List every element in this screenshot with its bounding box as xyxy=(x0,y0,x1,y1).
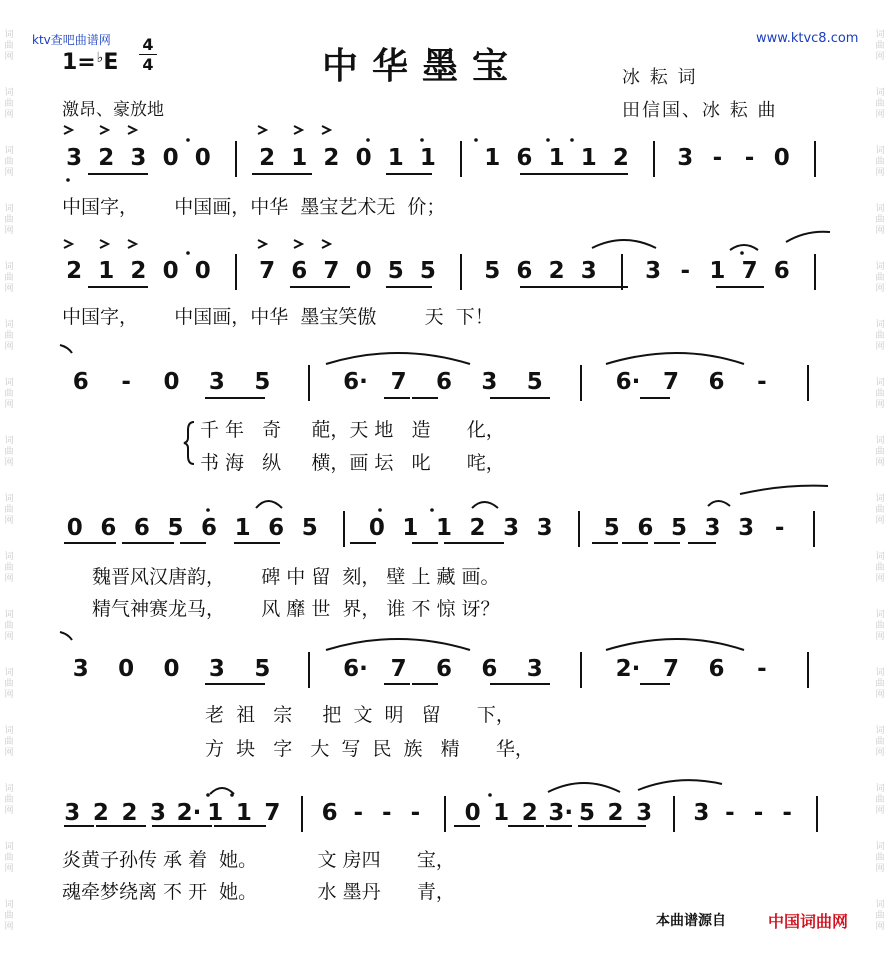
note: 5 xyxy=(301,515,318,541)
watermark-glyphs: 词 曲 网 xyxy=(4,494,14,526)
note: 1 xyxy=(402,515,419,541)
watermark-glyphs: 词 曲 网 xyxy=(4,552,14,584)
note: 5 xyxy=(526,369,543,395)
watermark-glyphs: 词 曲 网 xyxy=(875,552,885,584)
note: 6 xyxy=(708,369,725,395)
watermark-glyphs: 词 曲 网 xyxy=(875,610,885,642)
note: 6 xyxy=(481,656,498,682)
note: 0 xyxy=(163,656,180,682)
lyric-row-3b: 书 海 纵 横，画 坛 叱 咤， xyxy=(200,452,505,474)
note: 0 xyxy=(368,515,385,541)
note: 0 xyxy=(118,656,135,682)
lyric-row-5b: 方 块 字 大 写 民 族 精 华， xyxy=(205,738,534,760)
key-note: E xyxy=(103,50,119,75)
note: 6 xyxy=(100,515,117,541)
note: - xyxy=(725,800,735,826)
note: 3 xyxy=(636,800,653,826)
note: 7 xyxy=(390,369,407,395)
composer-credit: 田信国、冰 耘 曲 xyxy=(622,100,778,121)
source-brand-link[interactable]: 中国词曲网 xyxy=(768,912,849,931)
note: 0 xyxy=(162,145,179,171)
watermark-glyphs: 词 曲 网 xyxy=(875,900,885,932)
note: 5 xyxy=(167,515,184,541)
note: - xyxy=(410,800,421,826)
watermark-glyphs: 词 曲 网 xyxy=(875,146,885,178)
note: 2 xyxy=(548,258,565,284)
time-top: 4 xyxy=(142,35,154,54)
watermark-glyphs: 词 曲 网 xyxy=(4,204,14,236)
note: 2 xyxy=(92,800,109,826)
note: 6 xyxy=(516,145,533,171)
note: 2 xyxy=(607,800,624,826)
note: 2 xyxy=(323,145,340,171)
watermark-glyphs: 词 曲 网 xyxy=(4,784,14,816)
note: 1 xyxy=(709,258,726,284)
note: - xyxy=(753,800,764,826)
note: 6· xyxy=(343,369,368,395)
note: 2 xyxy=(259,145,276,171)
note: 6· xyxy=(615,369,641,395)
note: 0 xyxy=(773,145,790,171)
note: 1 xyxy=(207,800,224,826)
note: 3 xyxy=(526,656,543,682)
watermark-glyphs: 词 曲 网 xyxy=(4,900,14,932)
note: 0 xyxy=(355,258,372,284)
note: 2 xyxy=(66,258,83,284)
watermark-glyphs: 词 曲 网 xyxy=(875,262,885,294)
note: 7 xyxy=(663,369,680,395)
tempo-marking: 激昂、豪放地 xyxy=(62,100,164,120)
note: 1 xyxy=(548,145,565,171)
watermark-glyphs: 词 曲 网 xyxy=(875,436,885,468)
note: 3 xyxy=(677,145,694,171)
note: 5 xyxy=(670,515,687,541)
watermark-glyphs: 词 曲 网 xyxy=(4,610,14,642)
watermark-glyphs: 词 曲 网 xyxy=(4,842,14,874)
watermark-glyphs: 词 曲 网 xyxy=(4,262,14,294)
watermark-glyphs: 词 曲 网 xyxy=(4,146,14,178)
watermark-glyphs: 词 曲 网 xyxy=(4,320,14,352)
note: 2 xyxy=(121,800,138,826)
note: 6 xyxy=(516,258,533,284)
note: 1 xyxy=(98,258,115,284)
note: 7 xyxy=(663,656,680,682)
lyric-row-5a: 老 祖 宗 把 文 明 留 下， xyxy=(205,704,515,726)
note: 1 xyxy=(419,145,436,171)
note: - xyxy=(712,145,723,171)
note: 3 xyxy=(645,258,662,284)
lyric-row-1: 中国字， 中国画，中华 墨宝艺术无 价； xyxy=(62,196,446,218)
song-title: 中华墨宝 xyxy=(322,46,523,87)
note: 1 xyxy=(235,800,252,826)
note: 1 xyxy=(234,515,251,541)
watermark-glyphs: 词 曲 网 xyxy=(4,668,14,700)
lyricist-credit: 冰 耘 词 xyxy=(622,67,698,88)
watermark-glyphs: 词 曲 网 xyxy=(4,436,14,468)
note: 0 xyxy=(66,515,83,541)
lyric-row-2: 中国字， 中国画，中华 墨宝笑傲 天 下！ xyxy=(62,306,494,328)
lyric-row-6b: 魂牵梦绕离 不 开 她。 水 墨丹 青， xyxy=(62,881,455,903)
note: - xyxy=(353,800,363,826)
note: 6 xyxy=(201,515,218,541)
note: 0 xyxy=(194,145,211,171)
note: 3 xyxy=(580,258,597,284)
note: 3 xyxy=(72,656,89,682)
note: 3· xyxy=(548,800,574,826)
note: 3 xyxy=(130,145,147,171)
watermark-glyphs: 词 曲 网 xyxy=(875,320,885,352)
watermark-glyphs: 词 曲 网 xyxy=(875,30,885,62)
note: 6 xyxy=(133,515,150,541)
watermark-glyphs: 词 曲 网 xyxy=(875,204,885,236)
note: - xyxy=(744,145,755,171)
note: 6 xyxy=(435,369,452,395)
watermark-glyphs: 词 曲 网 xyxy=(4,726,14,758)
note: 6 xyxy=(773,258,790,284)
note: 3 xyxy=(704,515,721,541)
note: - xyxy=(757,369,767,395)
note: 5 xyxy=(419,258,436,284)
note: 5 xyxy=(484,258,501,284)
note: 6 xyxy=(321,800,338,826)
note: - xyxy=(382,800,392,826)
note: 2· xyxy=(615,656,641,682)
note: 3 xyxy=(150,800,167,826)
note: 2 xyxy=(469,515,486,541)
note: 6 xyxy=(268,515,285,541)
note: 0 xyxy=(464,800,481,826)
key-prefix: 1= xyxy=(62,50,96,75)
note: 0 xyxy=(355,145,372,171)
time-bottom: 4 xyxy=(142,55,154,74)
note: 3 xyxy=(66,145,83,171)
note: 7 xyxy=(323,258,340,284)
note: 5 xyxy=(387,258,404,284)
watermark-glyphs: 词 曲 网 xyxy=(875,784,885,816)
note: 1 xyxy=(484,145,501,171)
note: - xyxy=(121,369,131,395)
note: 3 xyxy=(536,515,553,541)
note: 3 xyxy=(64,800,81,826)
note: 0 xyxy=(194,258,211,284)
watermark-glyphs: 词 曲 网 xyxy=(875,726,885,758)
watermark-glyphs: 词 曲 网 xyxy=(875,378,885,410)
note: 2 xyxy=(612,145,629,171)
flat-sign: ♭ xyxy=(96,50,104,66)
watermark-glyphs: 词 曲 网 xyxy=(875,494,885,526)
note: - xyxy=(774,515,785,541)
note: - xyxy=(757,656,767,682)
note: 1 xyxy=(387,145,404,171)
note: 1 xyxy=(291,145,308,171)
note: 7 xyxy=(741,258,758,284)
note: 2 xyxy=(130,258,147,284)
note: - xyxy=(680,258,691,284)
note: 1 xyxy=(435,515,452,541)
note: 6· xyxy=(343,656,368,682)
note: 2 xyxy=(98,145,115,171)
note: 1 xyxy=(493,800,510,826)
note: 2 xyxy=(521,800,538,826)
lyric-row-6a: 炎黄子孙传 承 着 她。 文 房四 宝， xyxy=(62,849,455,871)
note: 1 xyxy=(580,145,597,171)
site-label-right: www.ktvc8.com xyxy=(756,31,859,46)
note: 3 xyxy=(738,515,755,541)
note: 6 xyxy=(435,656,452,682)
note: 6 xyxy=(72,369,89,395)
note: 7 xyxy=(259,258,276,284)
source-label: 本曲谱源自 xyxy=(656,913,726,929)
note: 3 xyxy=(208,656,225,682)
note: 5 xyxy=(254,369,271,395)
note: 6 xyxy=(708,656,725,682)
note: 6 xyxy=(637,515,654,541)
lyric-row-4b: 精气神赛龙马， 风 靡 世 界， 谁 不 惊 讶？ xyxy=(92,598,500,620)
site-label-left: ktv查吧曲谱网 xyxy=(32,33,111,47)
note: 7 xyxy=(390,656,407,682)
note: 5 xyxy=(603,515,620,541)
note: 0 xyxy=(162,258,179,284)
note: 5 xyxy=(254,656,271,682)
watermark-glyphs: 词 曲 网 xyxy=(4,30,14,62)
note: 2· xyxy=(176,800,202,826)
note: 5 xyxy=(578,800,595,826)
watermark-glyphs: 词 曲 网 xyxy=(4,378,14,410)
note: 3 xyxy=(208,369,225,395)
watermark-glyphs: 词 曲 网 xyxy=(4,88,14,120)
note: 3 xyxy=(693,800,710,826)
note: - xyxy=(782,800,792,826)
watermark-glyphs: 词 曲 网 xyxy=(875,668,885,700)
lyric-row-4a: 魏晋风汉唐韵， 碑 中 留 刻， 壁 上 藏 画。 xyxy=(92,566,500,588)
note: 3 xyxy=(503,515,520,541)
note: 3 xyxy=(481,369,498,395)
note: 6 xyxy=(291,258,308,284)
watermark-glyphs: 词 曲 网 xyxy=(875,88,885,120)
watermark-glyphs: 词 曲 网 xyxy=(875,842,885,874)
lyric-row-3a: 千 年 奇 葩，天 地 造 化， xyxy=(200,419,505,441)
note: 7 xyxy=(264,800,281,826)
note: 0 xyxy=(163,369,180,395)
